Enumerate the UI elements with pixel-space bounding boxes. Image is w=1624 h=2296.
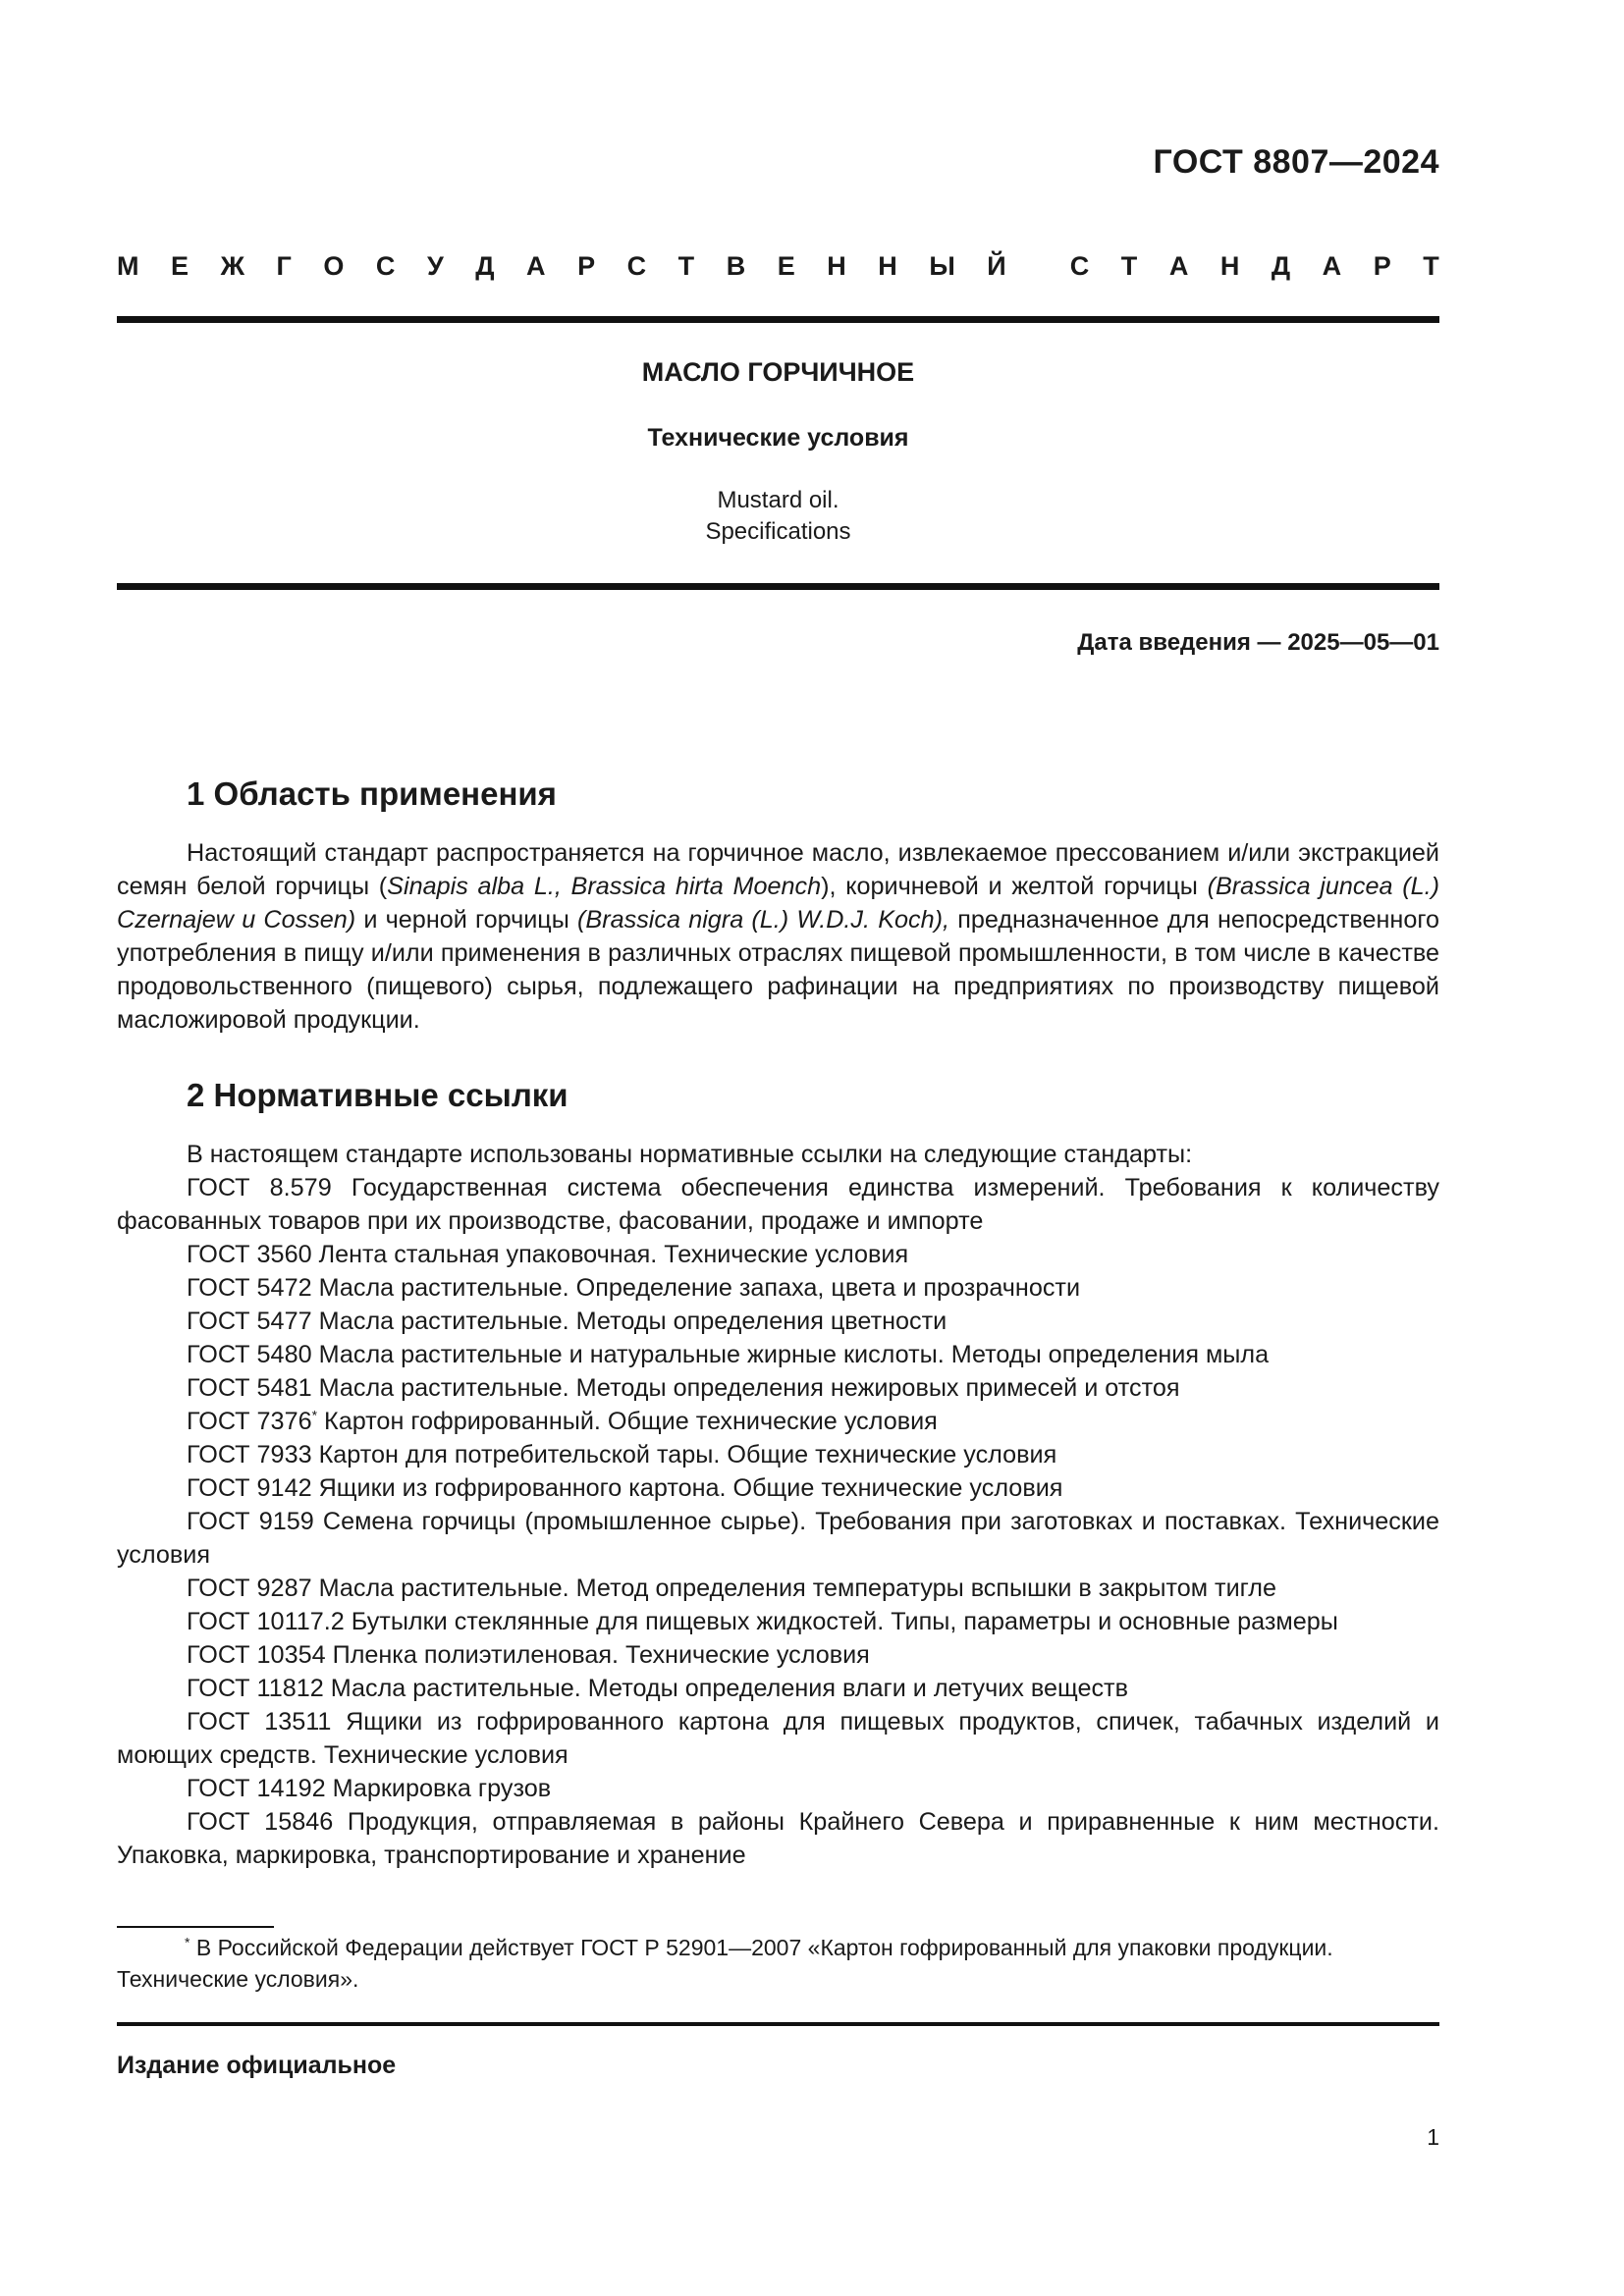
banner-letter: С [1069,251,1090,281]
reference-item: ГОСТ 3560 Лента стальная упаковочная. Технические условия [187,1241,909,1268]
footnote-marker: * [311,1407,318,1423]
banner-letter: Ы [929,251,955,281]
footnote-text [117,1932,1439,1995]
page-number: 1 [1427,2124,1439,2150]
banner-letter: Н [827,251,846,281]
references-intro: В настоящем стандарте использованы нормативные ссылки на следующие стандарты: [187,1141,1193,1168]
standard-number: ГОСТ 8807—2024 [1153,143,1439,181]
banner-letter: М [117,251,139,281]
latin-name: (Brassica nigra (L.) W.D.J. Koch), [577,906,950,934]
english-title-line: Specifications [705,518,851,545]
introduction-date: Дата введения — 2025—05—01 [1077,629,1439,656]
reference-item [117,1405,1439,1438]
banner-letter: Н [878,251,897,281]
reference-item: ГОСТ 13511 Ящики из гофрированного картона для пищевых продуктов, спичек, табачных изделий и моющих средств. Технические условия [117,1708,1439,1769]
banner-letter: С [626,251,647,281]
banner-letter: В [726,251,746,281]
banner-letter: Д [1271,251,1291,281]
reference-item: ГОСТ 8.579 Государственная система обеспечения единства измерений. Требования к количеству фасованных товаров при их производстве, фасовании, продаже и импорте [117,1174,1439,1235]
banner-letter: Ж [220,251,244,281]
english-title-line: Mustard oil. [717,487,839,513]
banner-letter: А [526,251,546,281]
reference-item: ГОСТ 9142 Ящики из гофрированного картона. Общие технические условия [187,1474,1063,1502]
banner-letter: Н [1219,251,1240,281]
section-heading-scope: 1 Область применения [187,775,557,812]
text-run: ГОСТ 7376 [187,1408,312,1435]
title-rule [117,583,1439,590]
reference-item: ГОСТ 10117.2 Бутылки стеклянные для пищевых жидкостей. Типы, параметры и основные размеры [187,1608,1338,1635]
reference-item: ГОСТ 11812 Масла растительные. Методы определения влаги и летучих веществ [187,1675,1128,1702]
reference-item: ГОСТ 15846 Продукция, отправляемая в районы Крайнего Севера и приравненные к ним местности. Упаковка, маркировка, транспортирование и хранение [117,1808,1439,1869]
reference-item: ГОСТ 14192 Маркировка грузов [187,1775,552,1802]
reference-item: ГОСТ 7933 Картон для потребительской тары. Общие технические условия [187,1441,1057,1468]
latin-name: Sinapis alba L., Brassica hirta Moench [387,873,822,900]
scope-paragraph [117,836,1439,1037]
banner-letter: Е [171,251,189,281]
edition-label: Издание официальное [117,2052,397,2079]
reference-item: ГОСТ 5472 Масла растительные. Определение запаха, цвета и прозрачности [187,1274,1081,1302]
banner-letter: Т [677,251,695,281]
text-run: ), коричневой и желтой горчицы [821,873,1208,900]
interstate-standard-banner [117,251,1439,282]
english-title [117,485,1439,548]
banner-letter: Р [1373,251,1391,281]
reference-item: ГОСТ 5480 Масла растительные и натуральные жирные кислоты. Методы определения мыла [187,1341,1270,1368]
text-run: В Российской Федерации действует ГОСТ Р 52901—2007 «Картон гофрированный для упаковки продукции. Технические условия». [117,1935,1333,1992]
reference-item: ГОСТ 9287 Масла растительные. Метод определения температуры вспышки в закрытом тигле [187,1575,1277,1602]
banner-letter: Д [475,251,495,281]
latin-name: (Brassica juncea (L.) Czernajew и Cossen) [117,873,1439,934]
banner-letter: У [426,251,444,281]
footnote-separator [117,1926,274,1928]
banner-letter: Й [987,251,1006,281]
reference-item: ГОСТ 9159 Семена горчицы (промышленное сырье). Требования при заготовках и поставках. Технические условия [117,1508,1439,1569]
banner-letter: А [1322,251,1342,281]
banner-letter: О [323,251,345,281]
banner-letter: Г [276,251,292,281]
section-scope-body [117,836,1439,1037]
banner-letter: Т [1423,251,1439,281]
document-subtitle: Технические условия [647,424,909,452]
banner-letter: С [375,251,396,281]
header-rule [117,316,1439,323]
section-heading-references: 2 Нормативные ссылки [187,1077,568,1113]
reference-item: ГОСТ 10354 Пленка полиэтиленовая. Технические условия [187,1641,870,1669]
footer-rule [117,2022,1439,2026]
text-run: и черной горчицы [355,906,578,934]
banner-letter: Е [777,251,795,281]
banner-letter: А [1168,251,1189,281]
reference-item: ГОСТ 5477 Масла растительные. Методы определения цветности [187,1308,947,1335]
text-run: Настоящий стандарт распространяется на горчичное масло, извлекаемое прессованием и/или экстракцией семян белой горчицы ( [117,839,1439,900]
banner-letter: Т [1120,251,1138,281]
text-run: Картон гофрированный. Общие технические условия [317,1408,938,1435]
banner-letter: Р [577,251,596,281]
reference-item: ГОСТ 5481 Масла растительные. Методы определения нежировых примесей и отстоя [187,1374,1180,1402]
footnote [117,1932,1439,1995]
footnote-marker: * [185,1934,190,1950]
text-run: предназначенное для непосредственного употребления в пищу и/или применения в различных отраслях пищевой промышленности, в том числе в качестве продовольственного (пищевого) сырья, подлежащего рафинации на предприятиях по производству пищевой масложировой продукции. [117,906,1439,1034]
document-title: МАСЛО ГОРЧИЧНОЕ [641,357,915,387]
section-references-body [117,1138,1439,1872]
